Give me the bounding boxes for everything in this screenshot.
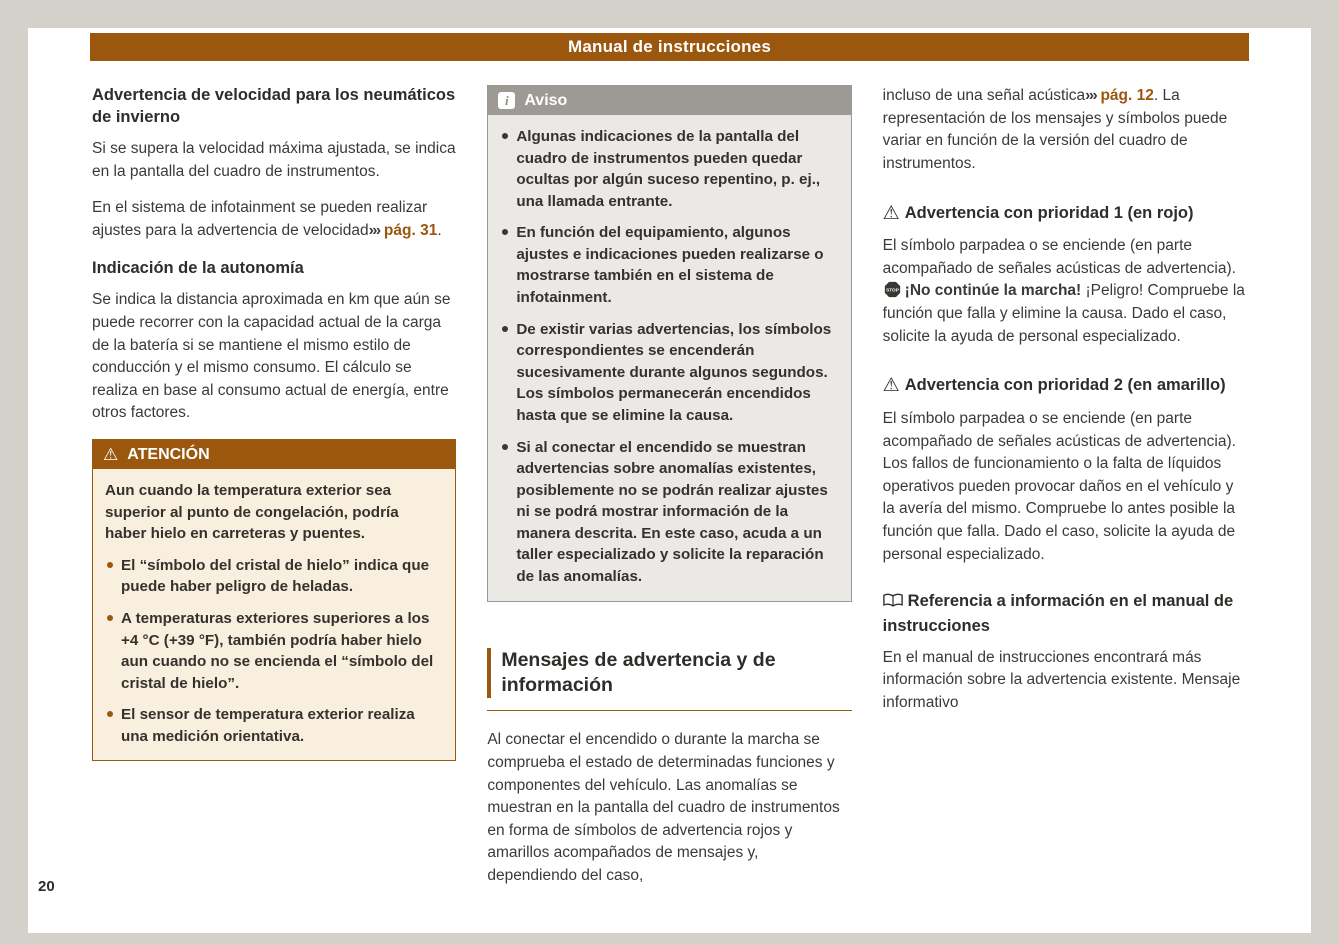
page-ref-link[interactable]: pág. 12	[1100, 87, 1154, 104]
list-item: Algunas indicaciones de la pantalla del cuadro de instrumentos pueden quedar ocultas por algún suceso repentino, p. ej., una llamada entrante.	[500, 126, 838, 212]
warning-triangle-icon: ⚠	[882, 202, 900, 224]
heading-text: Referencia a información en el manual de instrucciones	[882, 592, 1234, 635]
cross-ref-arrows-icon: ›››	[1085, 87, 1097, 104]
info-icon: i	[498, 92, 515, 109]
column-left	[92, 85, 456, 913]
paragraph	[883, 235, 1247, 348]
page-ref-link[interactable]: pág. 31	[383, 221, 438, 239]
paragraph-text: .	[437, 221, 442, 239]
cross-ref-arrows-icon: ›››	[368, 221, 380, 239]
notice-box-body	[488, 115, 850, 601]
caution-list	[105, 555, 443, 748]
paragraph: En el manual de instrucciones encontrará más información sobre la advertencia existente. Mensaje informativo	[882, 648, 1241, 712]
notice-box-header	[488, 86, 850, 115]
column-middle	[487, 85, 851, 913]
heading-range-indication: Indicación de la autonomía	[92, 259, 304, 278]
heading-priority2-warning	[883, 372, 1247, 398]
open-book-icon	[883, 592, 903, 614]
page-header-bar	[90, 33, 1249, 61]
section-divider	[487, 710, 851, 711]
list-item: En función del equipamiento, algunos ajustes e indicaciones pueden realizarse o mostrarse también en el sistema de infotainment.	[500, 222, 838, 308]
list-item: De existir varias advertencias, los símbolos correspondientes se encenderán sucesivamente durante algunos segundos. Los símbolos permanecerán encendidos hasta que se elimine la causa.	[500, 319, 838, 427]
paragraph-text: En el sistema de infotainment se pueden realizar ajustes para la advertencia de velocidad	[92, 199, 428, 239]
section-title: Mensajes de advertencia y de información	[487, 648, 851, 699]
caution-box	[92, 439, 456, 761]
column-right	[883, 85, 1247, 913]
caution-box-header	[93, 440, 455, 469]
heading-text: Advertencia con prioridad 2 (en amarillo)	[904, 376, 1226, 395]
emphasis-text: ¡No continúe la marcha!	[904, 282, 1082, 300]
notice-box	[487, 85, 851, 602]
notice-box-title: Aviso	[524, 91, 568, 109]
caution-intro: Aun cuando la temperatura exterior sea superior al punto de congelación, podría haber hielo en carreteras y puentes.	[105, 482, 399, 543]
heading-priority1-warning	[883, 200, 1247, 226]
paragraph	[92, 197, 456, 242]
paragraph-text: incluso de una señal acústica	[882, 87, 1086, 104]
warning-triangle-icon: ⚠	[882, 375, 900, 397]
stop-icon	[884, 281, 901, 298]
heading-speed-warning-winter-tyres: Advertencia de velocidad para los neumáticos de invierno	[92, 86, 456, 126]
page-header-title: Manual de instrucciones	[568, 37, 771, 56]
page-number: 20	[38, 878, 55, 895]
paragraph: Si se supera la velocidad máxima ajustada, se indica en la pantalla del cuadro de instrumentos.	[92, 139, 456, 180]
list-item: A temperaturas exteriores superiores a los +4 °C (+39 °F), también podría haber hielo aun cuando no se encienda el “símbolo del cristal de hielo”.	[105, 608, 443, 694]
caution-box-title: ATENCIÓN	[127, 445, 210, 463]
document-page	[28, 28, 1311, 933]
list-item: El sensor de temperatura exterior realiza una medición orientativa.	[105, 704, 443, 747]
paragraph-text: ¡Peligro! Compruebe la función que falla y elimine la causa. Dado el caso, solicite la ayuda de personal especializado.	[882, 282, 1245, 345]
paragraph: Se indica la distancia aproximada en km que aún se puede recorrer con la capacidad actual de la carga de la batería si se mantiene el mismo estilo de conducción y el mismo consumo. El cálculo se realiza en base al consumo actual de energía, entre otros factores.	[92, 291, 451, 422]
warning-triangle-icon: ⚠	[103, 445, 119, 465]
paragraph	[883, 85, 1247, 176]
list-item: El “símbolo del cristal de hielo” indica que puede haber peligro de heladas.	[105, 555, 443, 598]
list-item: Si al conectar el encendido se muestran advertencias sobre anomalías existentes, posiblemente no se podrán realizar ajustes ni se podrá mostrar información de la manera descrita. En este caso, acuda a un taller especializado y solicite la reparación de las anomalías.	[500, 437, 838, 588]
paragraph: El símbolo parpadea o se enciende (en parte acompañado de señales acústicas de advertencia). Los fallos de funcionamiento o la falta de líquidos operativos pueden provocar daños en el vehículo y la avería del mismo. Compruebe lo antes posible la función que falla. Dado el caso, solicite la ayuda de personal especializado.	[882, 409, 1236, 563]
content-columns	[92, 85, 1247, 913]
svg-text:STOP: STOP	[885, 288, 899, 294]
heading-manual-reference	[883, 590, 1247, 637]
paragraph-text: El símbolo parpadea o se enciende (en parte acompañado de señales acústicas de advertencia).	[882, 237, 1236, 277]
paragraph: Al conectar el encendido o durante la marcha se comprueba el estado de determinadas funciones y componentes del vehículo. Las anomalías se muestran en la pantalla del cuadro de instrumentos en forma de símbolos de advertencia rojos y amarillos acompañados de mensajes y, dependiendo del caso,	[487, 731, 840, 884]
caution-box-body	[93, 469, 455, 760]
notice-list	[500, 126, 838, 588]
heading-text: Advertencia con prioridad 1 (en rojo)	[904, 203, 1194, 222]
paragraph-text: . La representación de los mensajes y símbolos puede variar en función de la versión del cuadro de instrumentos.	[882, 87, 1228, 172]
